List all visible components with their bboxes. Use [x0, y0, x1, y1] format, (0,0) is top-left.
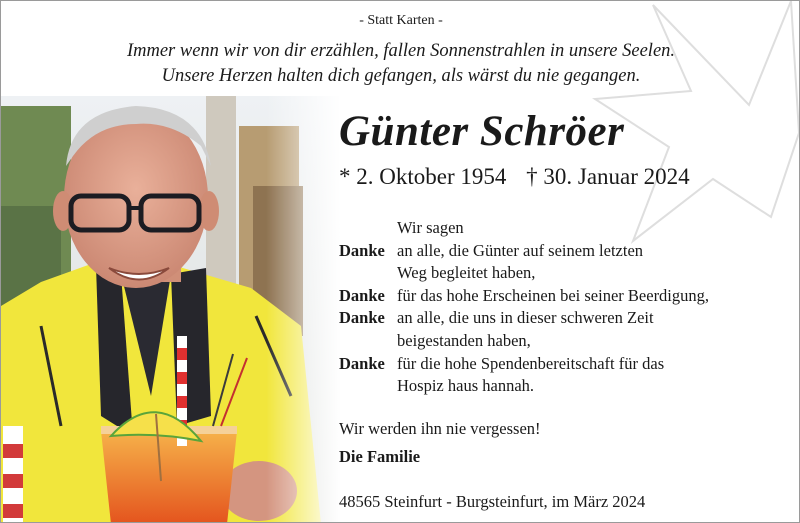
place-date: 48565 Steinfurt - Burgsteinfurt, im März 2024: [339, 492, 646, 511]
thanks-label: Danke: [339, 285, 385, 305]
thanks-text: beigestanden haben,: [397, 330, 531, 350]
memorial-quote: [1, 39, 800, 89]
heading-statt-karten: - Statt Karten -: [359, 13, 443, 28]
thanks-item: [339, 353, 789, 376]
thanks-item: [339, 240, 789, 263]
death-date: † 30. Januar 2024: [526, 164, 690, 189]
thanks-text: an alle, die uns in dieser schweren Zeit: [397, 308, 654, 328]
thanks-label: Danke: [339, 308, 385, 328]
thanks-text: für das hohe Erscheinen bei seiner Beerdigung,: [397, 285, 710, 305]
never-forget-line: Wir werden ihn nie vergessen!: [339, 419, 541, 438]
thanks-item: [339, 285, 789, 308]
thanks-text: Hospiz haus hannah.: [397, 376, 535, 396]
family-signature: Die Familie: [339, 447, 421, 466]
quote-line-2: Unsere Herzen halten dich gefangen, als wärst du nie gegangen.: [161, 66, 641, 86]
thanks-label: Danke: [339, 353, 385, 373]
thanks-text: an alle, die Günter auf seinem letzten: [397, 240, 644, 260]
thanks-item: [339, 307, 789, 330]
thanks-label: Danke: [339, 240, 385, 260]
thanks-section: [339, 217, 789, 398]
deceased-name: Günter Schröer: [339, 108, 625, 155]
thanks-text: Weg begleitet haben,: [397, 263, 536, 283]
thanks-intro: Wir sagen: [397, 218, 464, 237]
thanks-text: für die hohe Spendenbereitschaft für das: [397, 353, 665, 373]
quote-line-1: Immer wenn wir von dir erzählen, fallen Sonnenstrahlen in unsere Seelen.: [126, 41, 676, 61]
life-dates: [339, 164, 704, 190]
portrait-photo: [1, 96, 341, 523]
birth-date: * 2. Oktober 1954: [339, 164, 507, 189]
